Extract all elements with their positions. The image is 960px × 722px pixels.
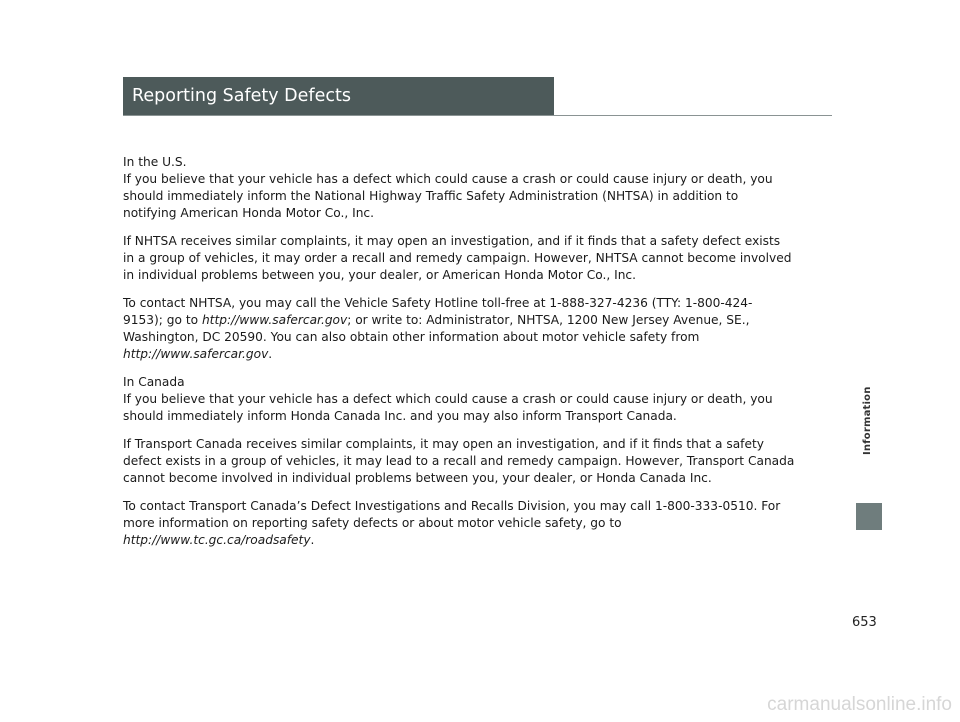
us-paragraph-1: If you believe that your vehicle has a defect which could cause a crash or could cause injury or death, you should immediately inform the National Highway Traffic Safety Administration (NHTSA) in addition to notifying American Honda Motor Co., Inc.: [123, 172, 773, 220]
document-body: [123, 154, 835, 560]
us-paragraph-3-text-b: ; or write to: Administrator, NHTSA, 1200 New Jersey Avenue, SE., Washington, DC 20590. You can also obtain other information about motor vehicle safety from: [123, 313, 750, 344]
sidebar-section-tab[interactable]: [856, 503, 882, 530]
watermark: carmanualsonline.info: [767, 694, 952, 715]
safercar-link[interactable]: http://www.safercar.gov: [201, 313, 348, 327]
us-paragraph-3-text-a: To contact NHTSA, you may call the Vehicle Safety Hotline toll-free at 1-888-327-4236 (TTY: 1-800-424- 9153); go to: [123, 296, 753, 327]
us-paragraph-2: If NHTSA receives similar complaints, it may open an investigation, and if it finds that a safety defect exists in a group of vehicles, it may order a recall and remedy campaign. However, NHTSA cannot become involved in individual problems between you, your dealer, or American Honda Motor Co., Inc.: [123, 234, 792, 282]
us-heading: In the U.S.: [123, 155, 187, 169]
canada-section: [123, 374, 835, 425]
page-number: 653: [852, 615, 877, 630]
us-section: [123, 154, 835, 222]
canada-paragraph-1: If you believe that your vehicle has a defect which could cause a crash or could cause injury or death, you should immediately inform Honda Canada Inc. and you may also inform Transport Canada.: [123, 392, 773, 423]
us-paragraph-3: [123, 295, 835, 363]
canada-paragraph-3-text-a: To contact Transport Canada’s Defect Investigations and Recalls Division, you may call 1-800-333-0510. For more information on reporting safety defects or about motor vehicle safety, go to: [123, 499, 781, 530]
canada-paragraph-3: [123, 498, 835, 549]
canada-paragraph-2: If Transport Canada receives similar complaints, it may open an investigation, and if it finds that a safety defect exists in a group of vehicles, it may lead to a recall and remedy campaign. However, Transport Canada cannot become involved in individual problems between you, your dealer, or Honda Canada Inc.: [123, 437, 795, 485]
canada-paragraph-3-text-b: .: [310, 533, 315, 547]
section-header-bar: [123, 77, 554, 115]
sidebar-label-text: Information: [862, 386, 873, 455]
transport-canada-link[interactable]: http://www.tc.gc.ca/roadsafety: [123, 533, 311, 547]
page-title: Reporting Safety Defects: [132, 86, 351, 106]
header-divider: [123, 115, 832, 116]
canada-heading: In Canada: [123, 375, 185, 389]
safercar-link-2[interactable]: http://www.safercar.gov: [123, 347, 269, 361]
us-paragraph-3-text-c: .: [268, 347, 273, 361]
